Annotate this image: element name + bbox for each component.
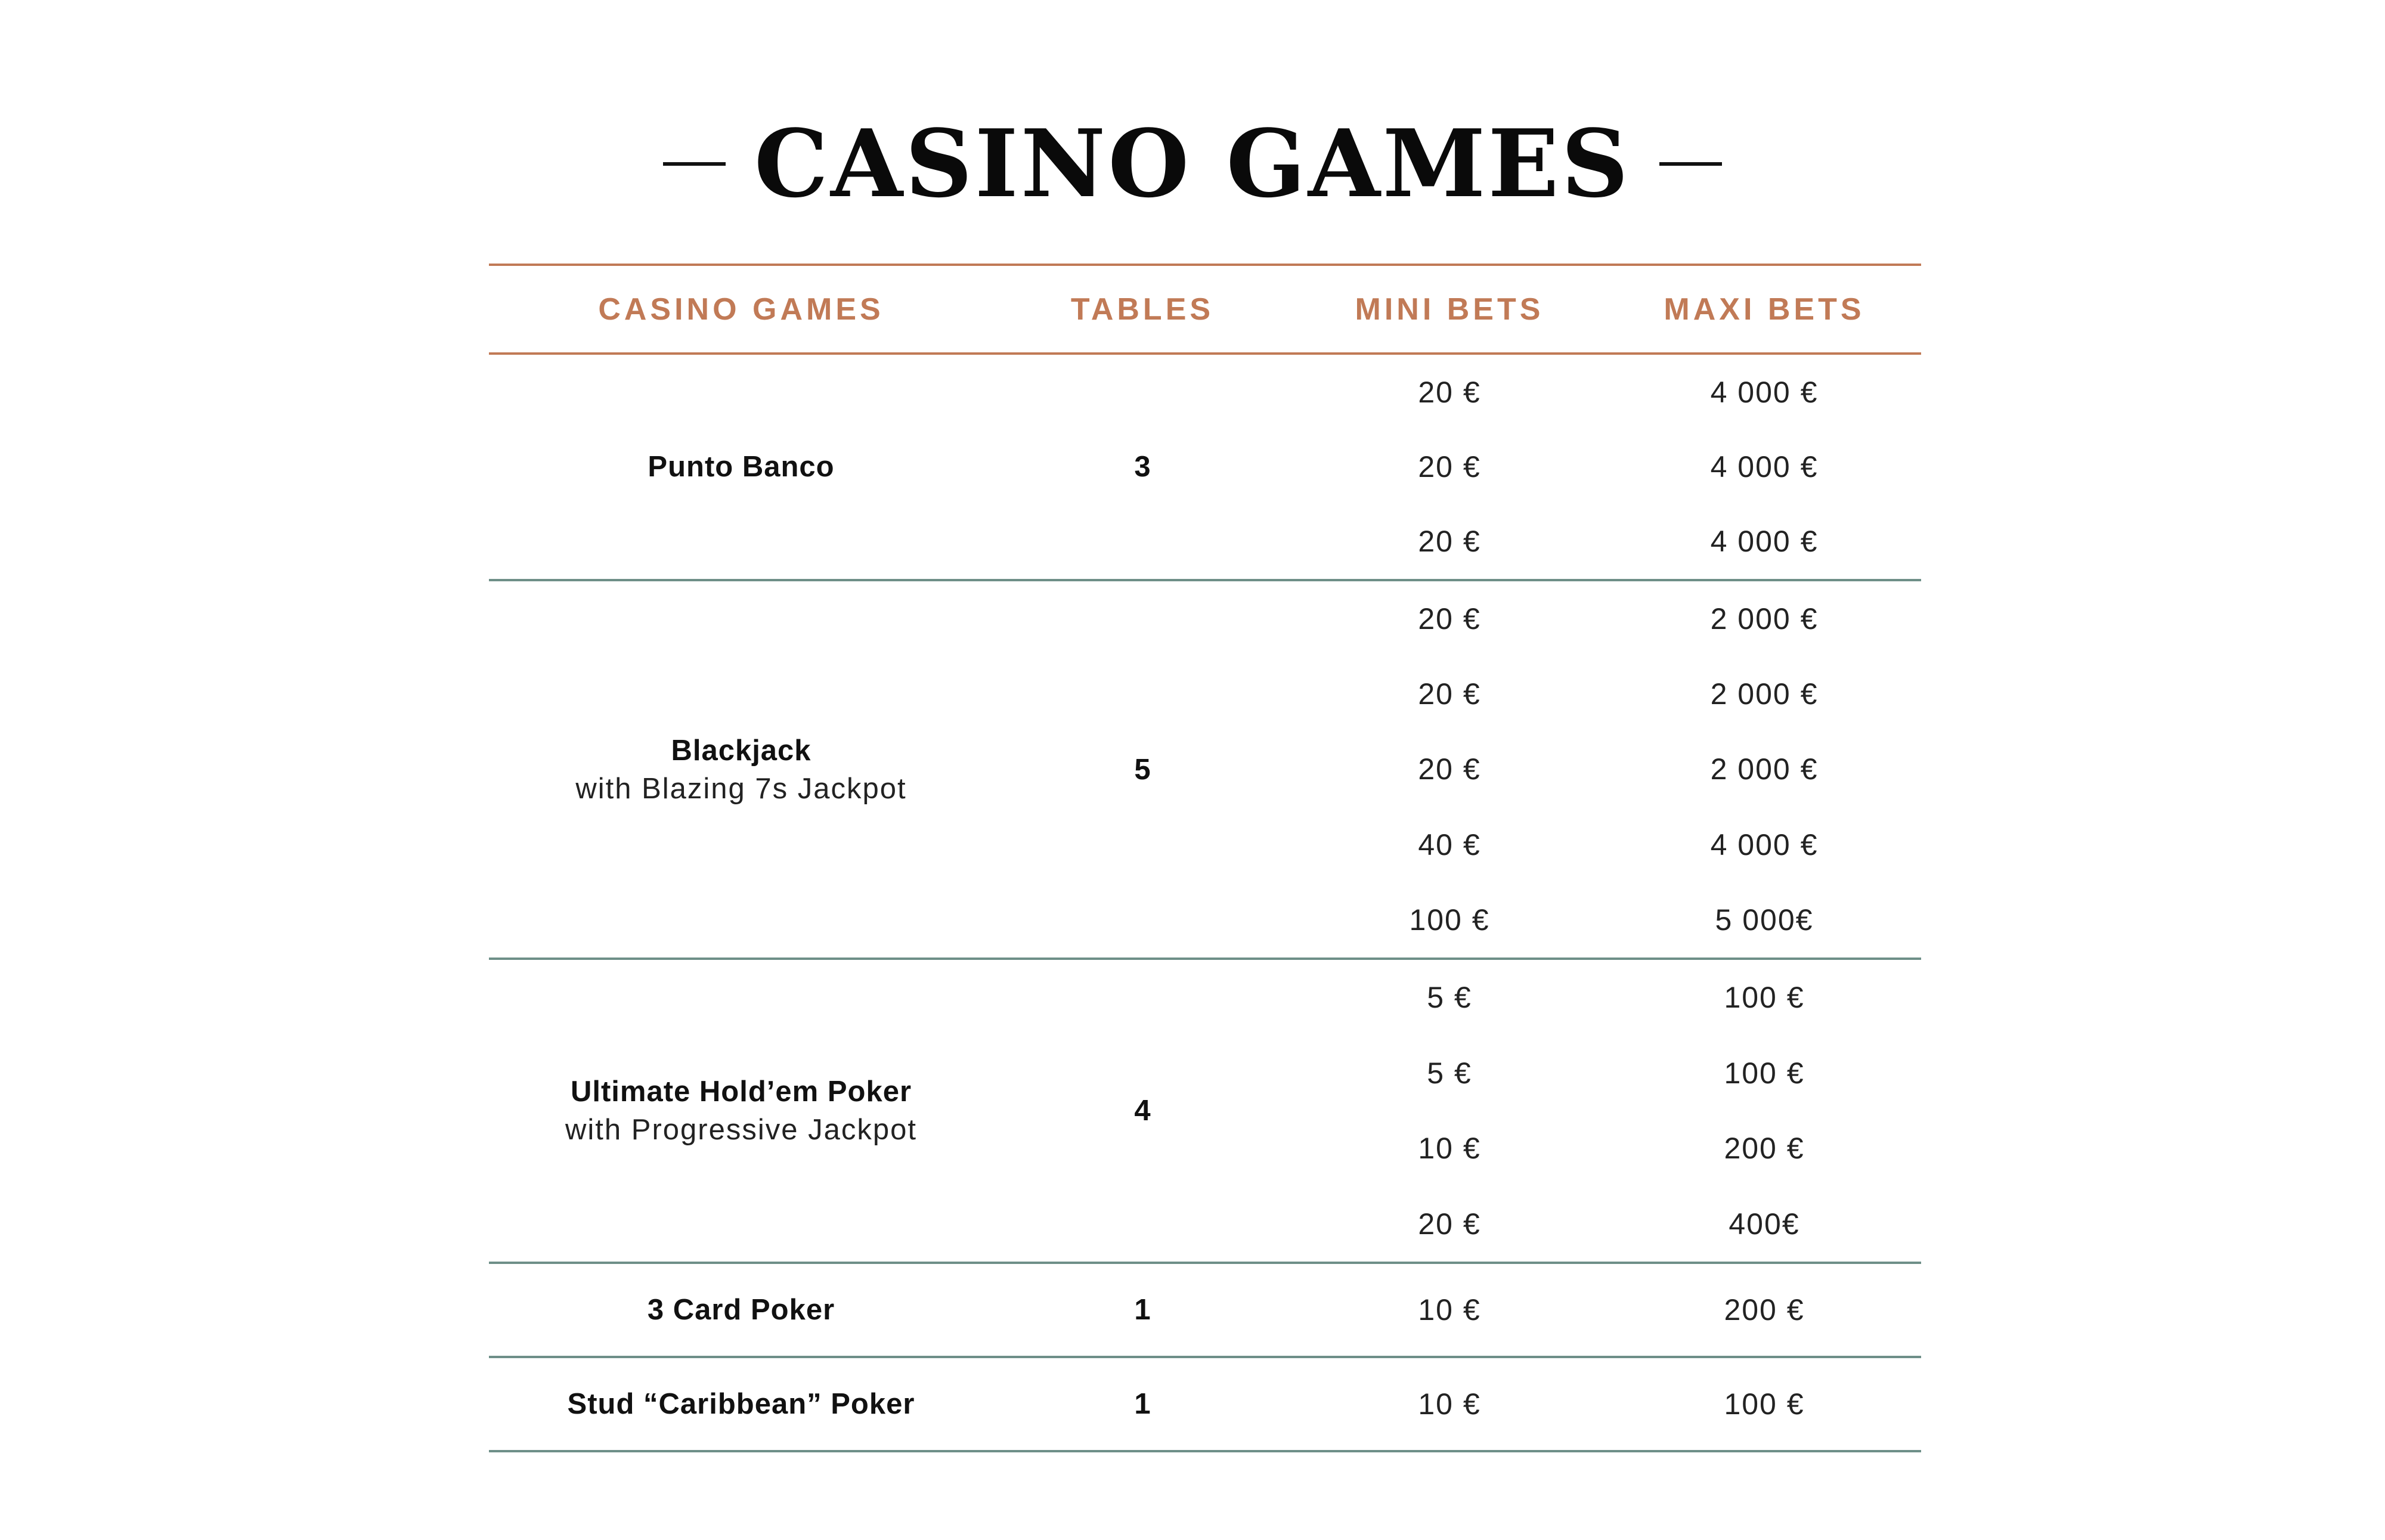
mini-bet: 20 € (1418, 1207, 1481, 1241)
maxi-bet: 2 000 € (1710, 677, 1819, 711)
tables-count: 4 (1134, 1095, 1151, 1127)
maxi-bet: 2 000 € (1710, 602, 1819, 636)
table-row (489, 355, 1921, 581)
tables-cell (993, 1358, 1291, 1450)
mini-bet: 20 € (1418, 450, 1481, 484)
mini-bet: 100 € (1409, 903, 1490, 937)
header-casino-games: CASINO GAMES (598, 292, 884, 327)
header-mini-bets: MINI BETS (1355, 292, 1544, 327)
table-row (489, 581, 1921, 960)
maxi-bet: 4 000 € (1710, 375, 1819, 409)
mini-bet: 10 € (1418, 1387, 1481, 1421)
table-row (489, 960, 1921, 1264)
game-cell (489, 355, 993, 579)
tables-cell (993, 1264, 1291, 1356)
maxi-bets-cell (1607, 960, 1921, 1262)
maxi-bets-cell (1607, 355, 1921, 579)
mini-bet: 10 € (1418, 1293, 1481, 1327)
game-name: Blackjack (671, 734, 811, 767)
title-dash-left (663, 162, 726, 166)
tables-cell (993, 581, 1291, 958)
mini-bets-cell (1291, 1358, 1607, 1450)
mini-bets-cell (1291, 581, 1607, 958)
maxi-bet: 200 € (1724, 1293, 1805, 1327)
tables-count: 1 (1134, 1294, 1151, 1326)
mini-bets-cell (1291, 355, 1607, 579)
maxi-bets-cell (1607, 1358, 1921, 1450)
game-cell (489, 581, 993, 958)
title-block (0, 104, 2385, 224)
maxi-bets-cell (1607, 1264, 1921, 1356)
tables-count: 1 (1134, 1388, 1151, 1420)
game-subtitle: with Progressive Jackpot (565, 1114, 917, 1146)
mini-bet: 20 € (1418, 375, 1481, 409)
maxi-bet: 100 € (1724, 981, 1805, 1015)
table-row (489, 1264, 1921, 1358)
game-name: Stud “Caribbean” Poker (567, 1388, 915, 1420)
mini-bet: 20 € (1418, 677, 1481, 711)
game-name: Punto Banco (648, 451, 835, 483)
maxi-bet: 400€ (1729, 1207, 1800, 1241)
tables-count: 5 (1134, 753, 1151, 786)
maxi-bet: 5 000€ (1715, 903, 1814, 937)
mini-bet: 20 € (1418, 752, 1481, 786)
maxi-bet: 4 000 € (1710, 525, 1819, 559)
mini-bet: 5 € (1427, 981, 1472, 1015)
game-name: Ultimate Hold’em Poker (570, 1076, 912, 1108)
maxi-bet: 100 € (1724, 1056, 1805, 1090)
game-name: 3 Card Poker (647, 1294, 835, 1326)
header-maxi-bets: MAXI BETS (1664, 292, 1865, 327)
maxi-bets-cell (1607, 581, 1921, 958)
mini-bets-cell (1291, 1264, 1607, 1356)
mini-bet: 20 € (1418, 525, 1481, 559)
tables-count: 3 (1134, 451, 1151, 483)
casino-games-table (489, 264, 1921, 1452)
mini-bet: 10 € (1418, 1132, 1481, 1166)
table-row (489, 1358, 1921, 1452)
header-tables: TABLES (1070, 292, 1215, 327)
maxi-bet: 2 000 € (1710, 752, 1819, 786)
mini-bet: 40 € (1418, 828, 1481, 862)
table-header-row (489, 264, 1921, 355)
tables-cell (993, 355, 1291, 579)
page-title: CASINO GAMES (754, 109, 1631, 218)
game-cell (489, 960, 993, 1262)
maxi-bet: 4 000 € (1710, 828, 1819, 862)
mini-bet: 20 € (1418, 602, 1481, 636)
maxi-bet: 100 € (1724, 1387, 1805, 1421)
game-cell (489, 1358, 993, 1450)
game-subtitle: with Blazing 7s Jackpot (575, 772, 907, 805)
title-dash-right (1659, 162, 1722, 166)
mini-bets-cell (1291, 960, 1607, 1262)
maxi-bet: 200 € (1724, 1132, 1805, 1166)
game-cell (489, 1264, 993, 1356)
tables-cell (993, 960, 1291, 1262)
maxi-bet: 4 000 € (1710, 450, 1819, 484)
mini-bet: 5 € (1427, 1056, 1472, 1090)
